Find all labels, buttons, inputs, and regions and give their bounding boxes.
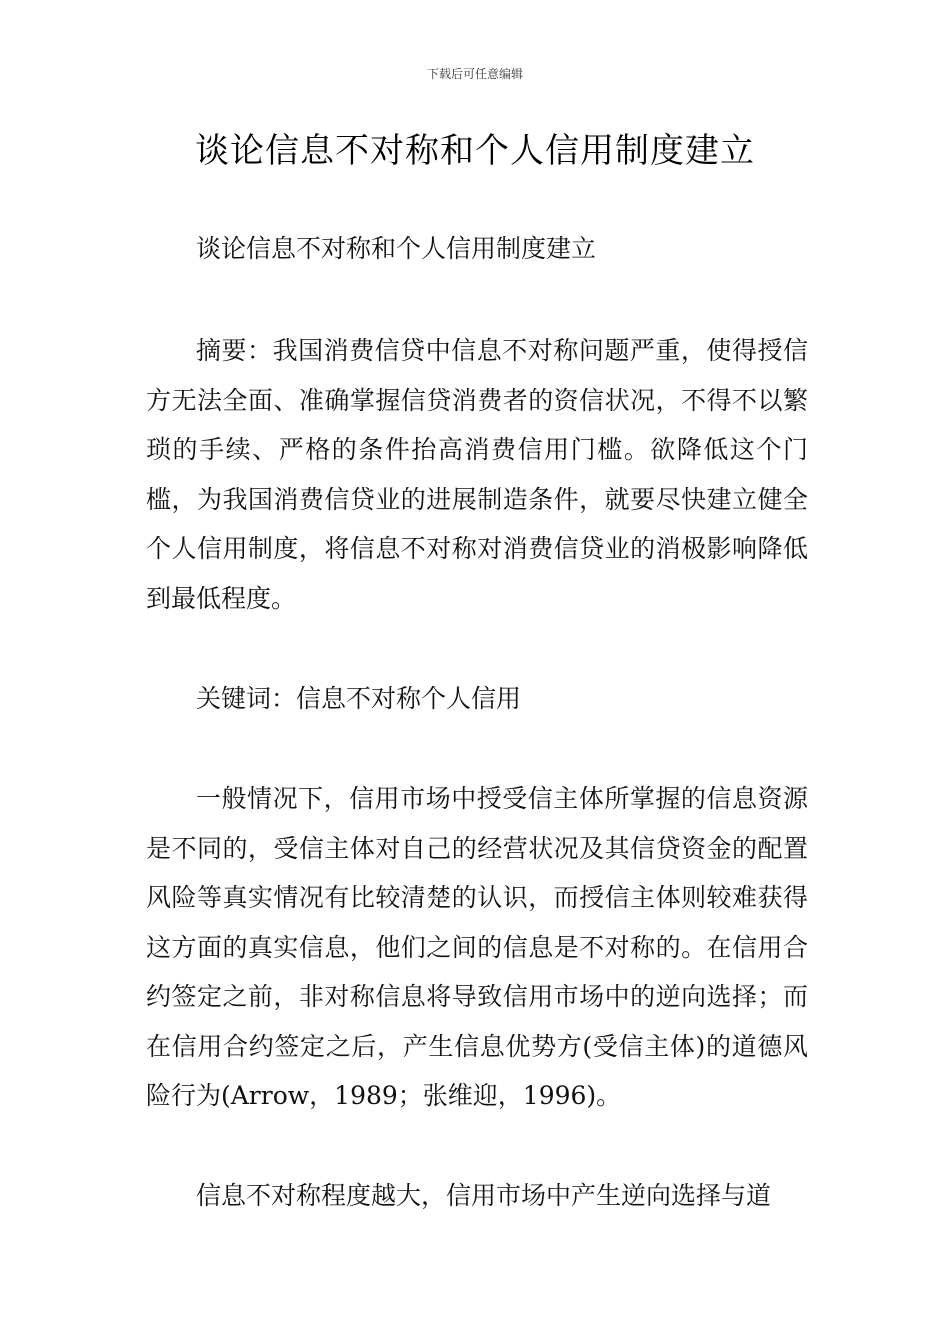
body-paragraph: 信息不对称程度越大，信用市场中产生逆向选择与道 (196, 1181, 772, 1210)
keywords-paragraph: 关键词：信息不对称个人信用 (196, 684, 522, 713)
abstract-paragraph: 摘要：我国消费信贷中信息不对称问题严重，使得授信方无法全面、准确掌握信贷消费者的资信状况，不得不以繁琐的手续、严格的条件抬高消费信用门槛。欲降低这个门槛，为我国消费信贷业的进展制造条件，就要尽快建立健全个人信用制度，将信息不对称对消费信贷业的消极影响降低到最低程度。 (146, 336, 808, 613)
download-note: 下载后可任意编辑 (426, 67, 523, 81)
document-title: 谈论信息不对称和个人信用制度建立 (195, 131, 755, 171)
body-paragraph: 一般情况下，信用市场中授受信主体所掌握的信息资源是不同的，受信主体对自己的经营状况及其信贷资金的配置风险等真实情况有比较清楚的认识，而授信主体则较难获得这方面的真实信息，他们之间的信息是不对称的。在信用合约签定之前，非对称信息将导致信用市场中的逆向选择；而在信用合约签定之后，产生信息优势方(受信主体)的道德风险行为(Arrow，1989；张维迎，1996)。 (146, 784, 808, 1110)
subtitle-paragraph: 谈论信息不对称和个人信用制度建立 (196, 234, 597, 263)
